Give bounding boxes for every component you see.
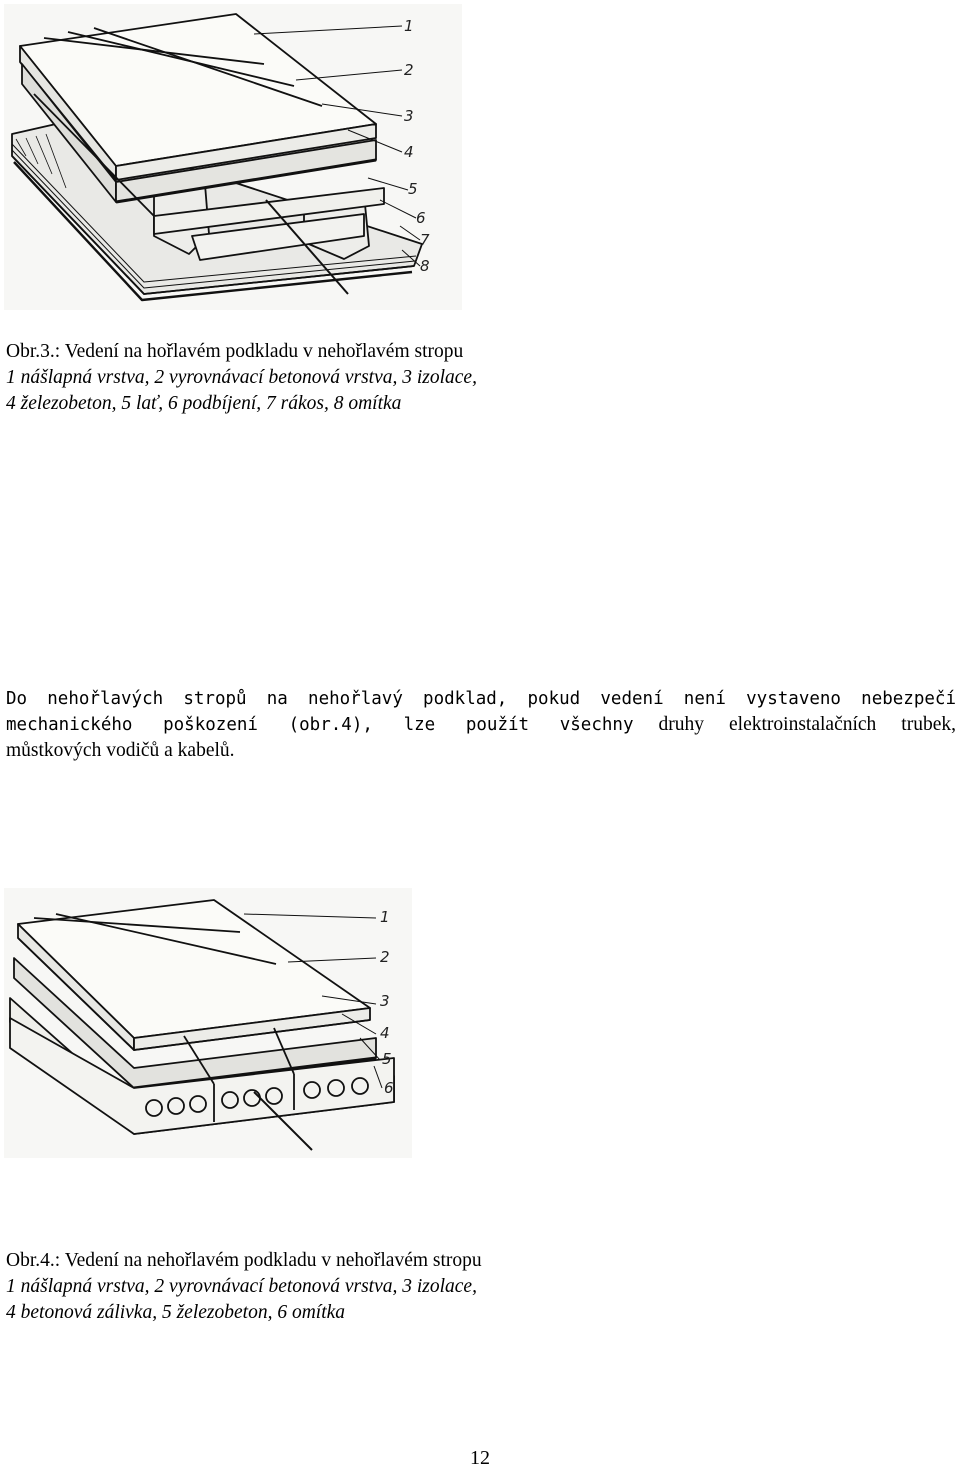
- fig1-callout-7: 7: [420, 231, 430, 249]
- fig2-callout-4: 4: [380, 1024, 390, 1042]
- fig2-callout-6: 6: [384, 1079, 394, 1097]
- caption-legend-line: 4 železobeton, 5 lať, 6 podbíjení, 7 rákos, 8 omítka: [6, 393, 402, 414]
- caption-legend-line: 1 nášlapná vrstva, 2 vyrovnávací betonová vrstva, 3 izolace,: [6, 367, 477, 388]
- fig1-callout-4: 4: [404, 143, 414, 161]
- fig1-callout-1: 1: [404, 17, 414, 35]
- caption-legend-line: 4 betonová zálivka, 5 železobeton, 6 omítka: [6, 1302, 346, 1323]
- fig1-callout-8: 8: [420, 257, 430, 275]
- paragraph-line: Do nehořlavých stropů na nehořlavý podklad, pokud vedení není vystaveno nebezpečí: [6, 689, 956, 709]
- figure-obr3-illustration: [4, 4, 462, 310]
- figure-obr3-caption: [6, 339, 477, 417]
- figure-obr4-illustration: [4, 888, 412, 1158]
- fig1-callout-3: 3: [404, 107, 414, 125]
- fig1-callout-6: 6: [416, 209, 426, 227]
- page-number: 12: [470, 1447, 490, 1469]
- fig2-callout-1: 1: [380, 908, 390, 926]
- paragraph-line-mono-part: mechanického poškození (obr.4), lze použít všechny: [6, 715, 634, 735]
- fig1-callout-2: 2: [404, 61, 414, 79]
- paragraph-line-serif-part: druhy elektroinstalačních trubek,: [658, 714, 956, 735]
- caption-legend-line: 1 nášlapná vrstva, 2 vyrovnávací betonová vrstva, 3 izolace,: [6, 1276, 477, 1297]
- fig2-callout-2: 2: [380, 948, 390, 966]
- paragraph-line: [6, 712, 956, 738]
- caption-title: Obr.4.: Vedení na nehořlavém podkladu v nehořlavém stropu: [6, 1250, 482, 1271]
- paragraph-line: můstkových vodičů a kabelů.: [6, 740, 235, 761]
- caption-title: Obr.3.: Vedení na hořlavém podkladu v nehořlavém stropu: [6, 341, 464, 362]
- fig2-callout-5: 5: [382, 1050, 392, 1068]
- figure-obr4-caption: [6, 1248, 482, 1326]
- fig2-callout-3: 3: [380, 992, 390, 1010]
- body-paragraph: [6, 686, 956, 764]
- fig1-callout-5: 5: [408, 180, 418, 198]
